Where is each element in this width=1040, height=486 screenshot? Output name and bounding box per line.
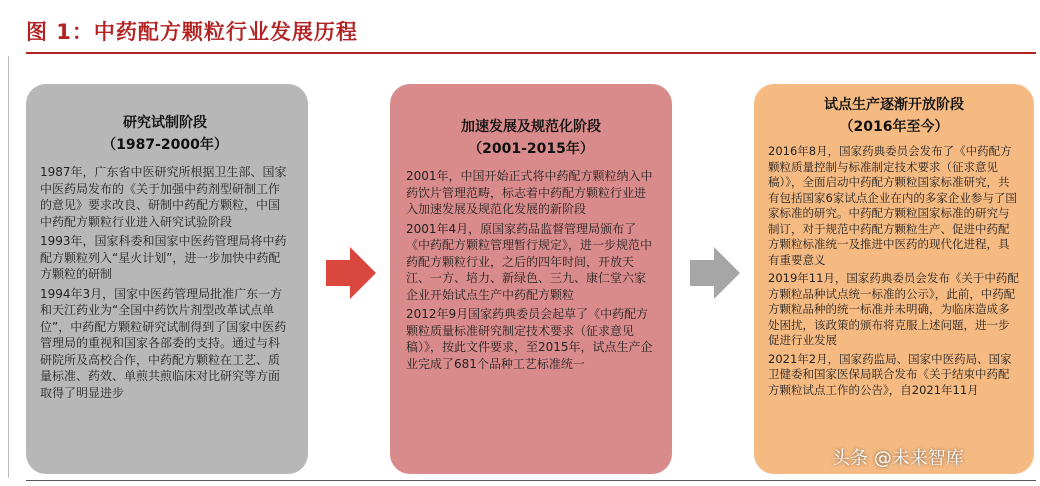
stage-box-acceleration <box>390 84 672 474</box>
stage-period: （2001-2015年） <box>468 141 594 157</box>
stage-paragraph: 2021年2月，国家药监局、国家中医药局、国家卫健委和国家医保局联合发布《关于结束中药配方颗粒试点工作的公告》，自2021年11月 <box>768 351 1012 397</box>
stage-paragraph: 1994年3月，国家中医药管理局批准广东一方和天江药业为“全国中药饮片剂型改革试点单位”，中药配方颗粒研究试制得到了国家中医药管理局的重视和国家各部委的支持。通过与科研院所及高校合作，中药配方颗粒在工艺、质量标准、药效、单煎共煎临床对比研究等方面取得了明显进步 <box>40 286 287 400</box>
stage-paragraph: 1993年，国家科委和国家中医药管理局将中药配方颗粒列入“星火计划”，进一步加快中药配方颗粒的研制 <box>40 234 287 281</box>
arrow-shape <box>690 247 740 299</box>
stage-paragraphs <box>40 164 290 401</box>
stage-paragraphs <box>768 144 1020 398</box>
stage-paragraph: 2012年9月国家药典委员会起草了《中药配方颗粒质量标准研究制定技术要求（征求意见稿）》，按此文件要求，至2015年，试点生产企业完成了681个品种工艺标准统一 <box>406 307 653 371</box>
stage-name: 研究试制阶段 <box>123 115 207 131</box>
stage-header <box>406 116 656 160</box>
title-underline <box>26 52 1036 54</box>
stage-paragraph: 2016年8月，国家药典委员会发布了《中药配方颗粒质量控制与标准制定技术要求（征求意见稿）》，全面启动中药配方颗粒国家标准研究，共有包括国家6家试点企业在内的多家企业参与了国家标准的研究。中药配方颗粒国家标准的研究与制订，对于规范中药配方颗粒生产、促进中药配方颗粒标准统一及推进中医药的现代化进程，具有重要意义 <box>768 144 1017 267</box>
stage-paragraph: 2019年11月，国家药典委员会发布《关于中药配方颗粒品种试点统一标准的公示》，此前，中药配方颗粒品种的统一标准并未明确，为临床造成多处困扰，该政策的颁布将克服上述问题，进一步促进行业发展 <box>768 271 1019 347</box>
stage-paragraph: 2001年4月，原国家药品监督管理局颁布了《中药配方颗粒管理暂行规定》，进一步规范中药配方颗粒行业，之后的四年时间，开放天江、一方、培力、新绿色、三九、康仁堂六家企业开始试点生产中药配方颗粒 <box>406 221 653 302</box>
watermark: 头条 @未来智库 <box>832 448 964 469</box>
stage-paragraph: 2001年，中国开始正式将中药配方颗粒纳入中药饮片管理范畴，标志着中药配方颗粒行业进入加速发展及规范化发展的新阶段 <box>406 169 653 216</box>
stage-header <box>40 112 290 156</box>
stage-period: （1987-2000年） <box>102 137 228 153</box>
arrow-shape <box>326 247 376 299</box>
stage-paragraph: 1987年，广东省中医研究所根据卫生部、国家中医药局发布的《关于加强中药剂型研制工作的意见》要求改良、研制中药配方颗粒，中国中药配方颗粒行业进入研究试验阶段 <box>40 165 287 229</box>
bottom-rule <box>26 480 1036 481</box>
stage-paragraphs <box>406 168 656 372</box>
stage-period: （2016年至今） <box>839 119 949 135</box>
stage-name: 加速发展及规范化阶段 <box>461 119 601 135</box>
right-arrow-icon <box>690 247 740 299</box>
stage-header <box>768 94 1020 138</box>
right-arrow-icon <box>326 247 376 299</box>
figure-title: 图 1：中药配方颗粒行业发展历程 <box>26 20 358 44</box>
stage-box-research <box>26 84 308 474</box>
left-border-line <box>8 56 9 478</box>
stage-name: 试点生产逐渐开放阶段 <box>824 97 964 113</box>
stage-box-pilot-opening <box>754 84 1034 474</box>
